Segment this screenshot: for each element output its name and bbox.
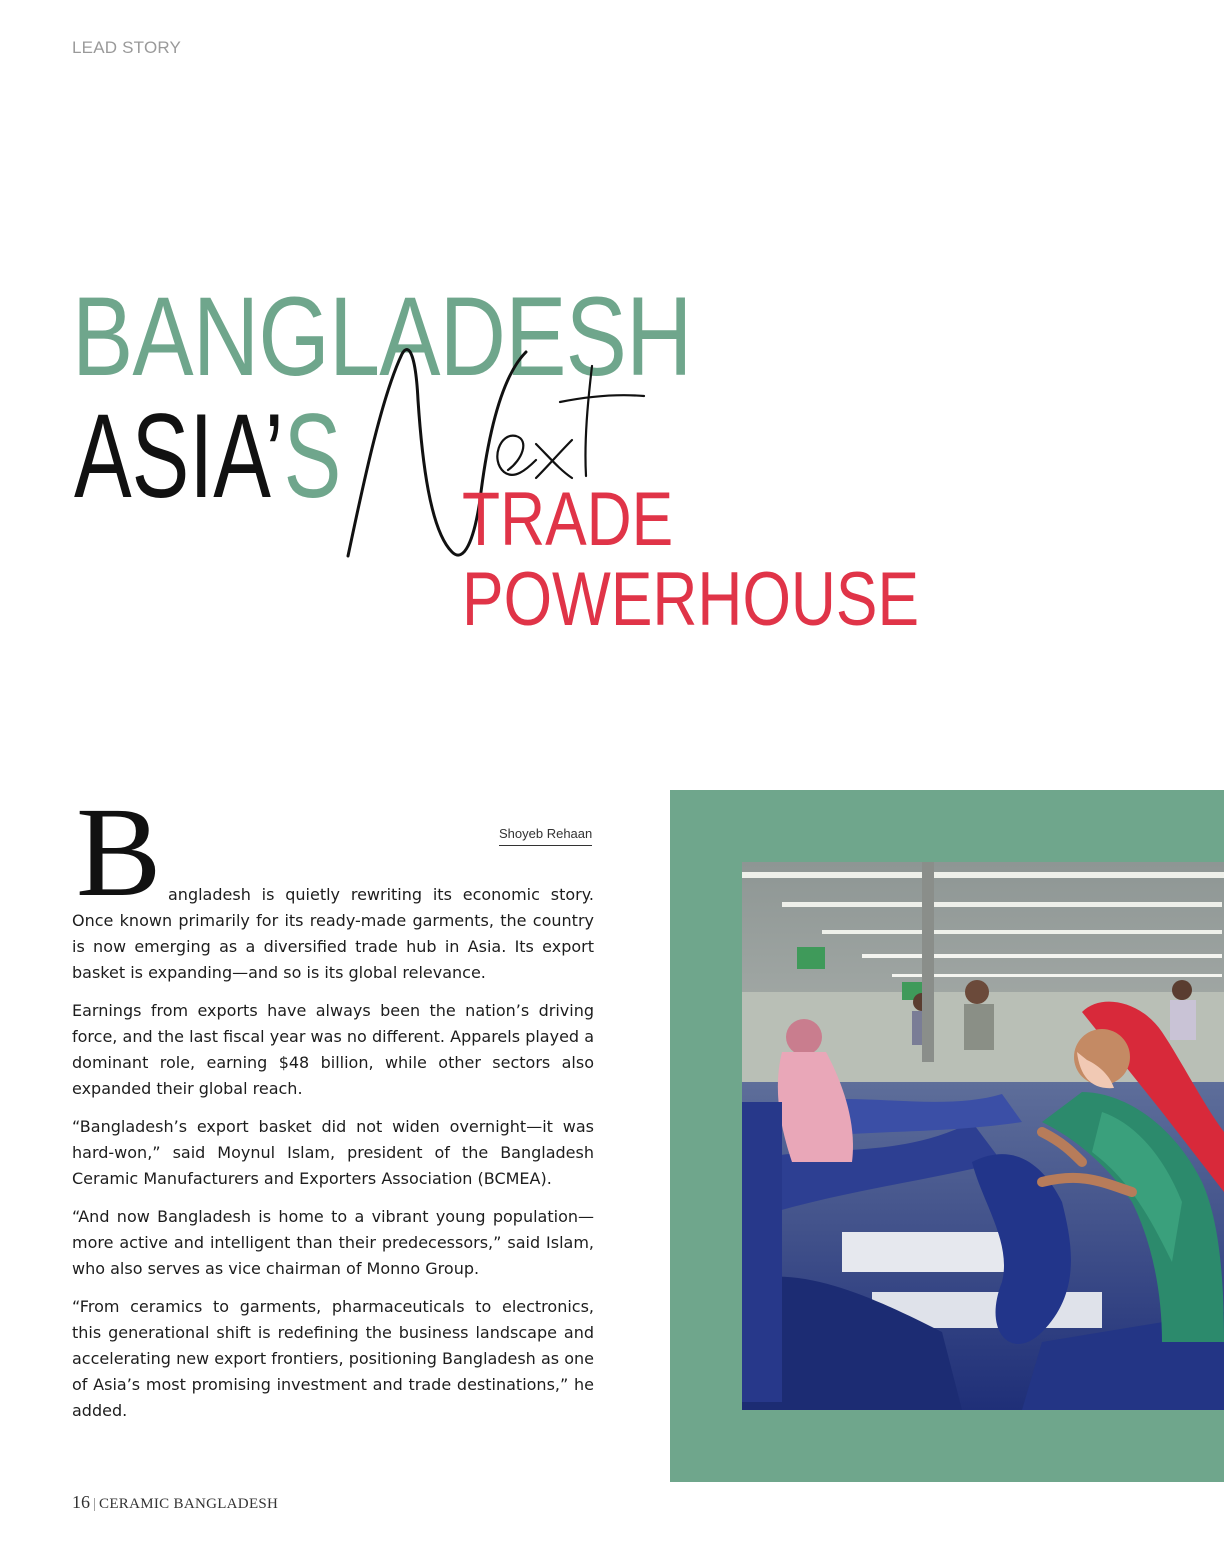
headline-asia-text: ASIA’ [74, 389, 284, 523]
footer-separator: | [93, 1496, 97, 1512]
magazine-name: CERAMIC BANGLADESH [99, 1496, 279, 1512]
article-paragraph: Earnings from exports have always been the nation’s driving force, and the last fiscal year was no different. Apparels played a dominant role, earning $48 billion, while other sectors also expanded their global reach. [72, 1001, 594, 1098]
article-body [72, 882, 594, 1436]
headline-line-bangladesh: BANGLADESH [72, 274, 692, 399]
article-paragraph: “From ceramics to garments, pharmaceuticals to electronics, this generational shift is redefining the business landscape and accelerating new export frontiers, positioning Bangladesh as one of Asia’s most promising investment and trade destinations,” he added. [72, 1297, 594, 1420]
article-paragraph: angladesh is quietly rewriting its economic story. Once known primarily for its ready-made garments, the country is now emerging as a diversified trade hub in Asia. Its export basket is expanding—and so is its global relevance. [72, 885, 594, 982]
headline-line-trade: TRADE [462, 477, 674, 562]
byline: Shoyeb Rehaan [499, 826, 592, 846]
drop-cap: B [76, 781, 162, 923]
article-paragraph: “Bangladesh’s export basket did not widen overnight—it was hard-won,” said Moynul Islam, president of the Bangladesh Ceramic Manufacturers and Exporters Association (BCMEA). [72, 1117, 594, 1188]
section-label: LEAD STORY [72, 38, 182, 57]
garment-factory-photo [742, 862, 1224, 1410]
page-footer [72, 1492, 278, 1513]
headline-line-powerhouse: POWERHOUSE [462, 557, 920, 642]
article-paragraph: “And now Bangladesh is home to a vibrant young population—more active and intelligent than their predecessors,” said Islam, who also serves as vice chairman of Monno Group. [72, 1207, 594, 1278]
headline-asia-s: S [283, 389, 342, 523]
page-number: 16 [72, 1492, 90, 1512]
headline-line-asias [74, 389, 342, 523]
